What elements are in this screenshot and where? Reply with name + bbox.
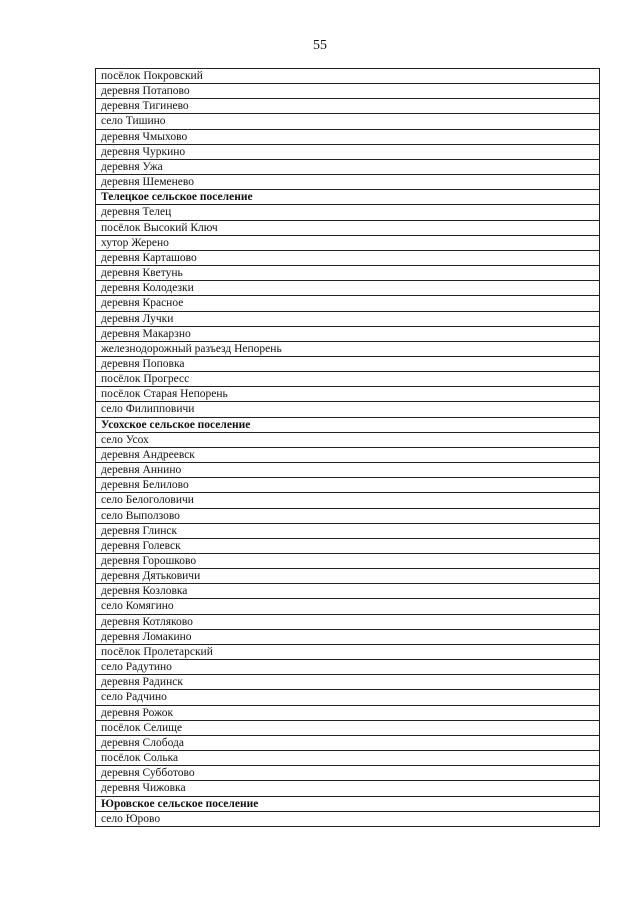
settlement-row: деревня Чуркино	[96, 145, 599, 160]
settlement-row: посёлок Высокий Ключ	[96, 221, 599, 236]
settlement-row: село Тишино	[96, 114, 599, 129]
settlement-row: деревня Колодезки	[96, 281, 599, 296]
settlement-row: железнодорожный разъезд Непорень	[96, 342, 599, 357]
settlement-row: деревня Шеменево	[96, 175, 599, 190]
settlement-row: деревня Лучки	[96, 312, 599, 327]
settlement-row: село Комягино	[96, 599, 599, 614]
settlement-row: деревня Рожок	[96, 706, 599, 721]
settlement-row: деревня Голевск	[96, 539, 599, 554]
settlement-row: деревня Макарзно	[96, 327, 599, 342]
settlement-row: деревня Субботово	[96, 766, 599, 781]
settlement-row: деревня Красное	[96, 296, 599, 311]
settlement-row: село Радчино	[96, 690, 599, 705]
settlement-row: село Выползово	[96, 509, 599, 524]
settlement-row: деревня Поповка	[96, 357, 599, 372]
settlement-row: деревня Ужа	[96, 160, 599, 175]
settlements-table	[95, 68, 600, 827]
settlement-row: деревня Ломакино	[96, 630, 599, 645]
settlement-row: село Радутино	[96, 660, 599, 675]
settlement-row: деревня Чижовка	[96, 781, 599, 796]
settlement-row: деревня Потапово	[96, 84, 599, 99]
settlement-row: посёлок Покровский	[96, 69, 599, 84]
settlement-row: деревня Аннино	[96, 463, 599, 478]
settlement-row: посёлок Солька	[96, 751, 599, 766]
settlement-row: деревня Котляково	[96, 615, 599, 630]
settlement-row: деревня Дятьковичи	[96, 569, 599, 584]
settlement-row: хутор Жерено	[96, 236, 599, 251]
settlement-row: деревня Глинск	[96, 524, 599, 539]
settlement-row: посёлок Селище	[96, 721, 599, 736]
settlement-row: посёлок Прогресс	[96, 372, 599, 387]
settlement-row: деревня Чмыхово	[96, 130, 599, 145]
section-heading-row: Усохское сельское поселение	[96, 418, 599, 433]
settlement-row: деревня Кветунь	[96, 266, 599, 281]
settlement-row: деревня Слобода	[96, 736, 599, 751]
settlement-row: деревня Козловка	[96, 584, 599, 599]
settlement-row: деревня Телец	[96, 205, 599, 220]
section-heading-row: Юровское сельское поселение	[96, 797, 599, 812]
page-number: 55	[313, 38, 327, 53]
settlement-row: село Усох	[96, 433, 599, 448]
settlement-row: деревня Горошково	[96, 554, 599, 569]
settlement-row: село Белоголовичи	[96, 493, 599, 508]
settlement-row: посёлок Старая Непорень	[96, 387, 599, 402]
settlement-row: деревня Андреевск	[96, 448, 599, 463]
settlement-row: деревня Радинск	[96, 675, 599, 690]
settlement-row: село Юрово	[96, 812, 599, 827]
settlement-row: деревня Белилово	[96, 478, 599, 493]
settlement-row: село Филипповичи	[96, 402, 599, 417]
section-heading-row: Телецкое сельское поселение	[96, 190, 599, 205]
settlement-row: деревня Тигинево	[96, 99, 599, 114]
settlement-row: деревня Карташово	[96, 251, 599, 266]
settlement-row: посёлок Пролетарский	[96, 645, 599, 660]
